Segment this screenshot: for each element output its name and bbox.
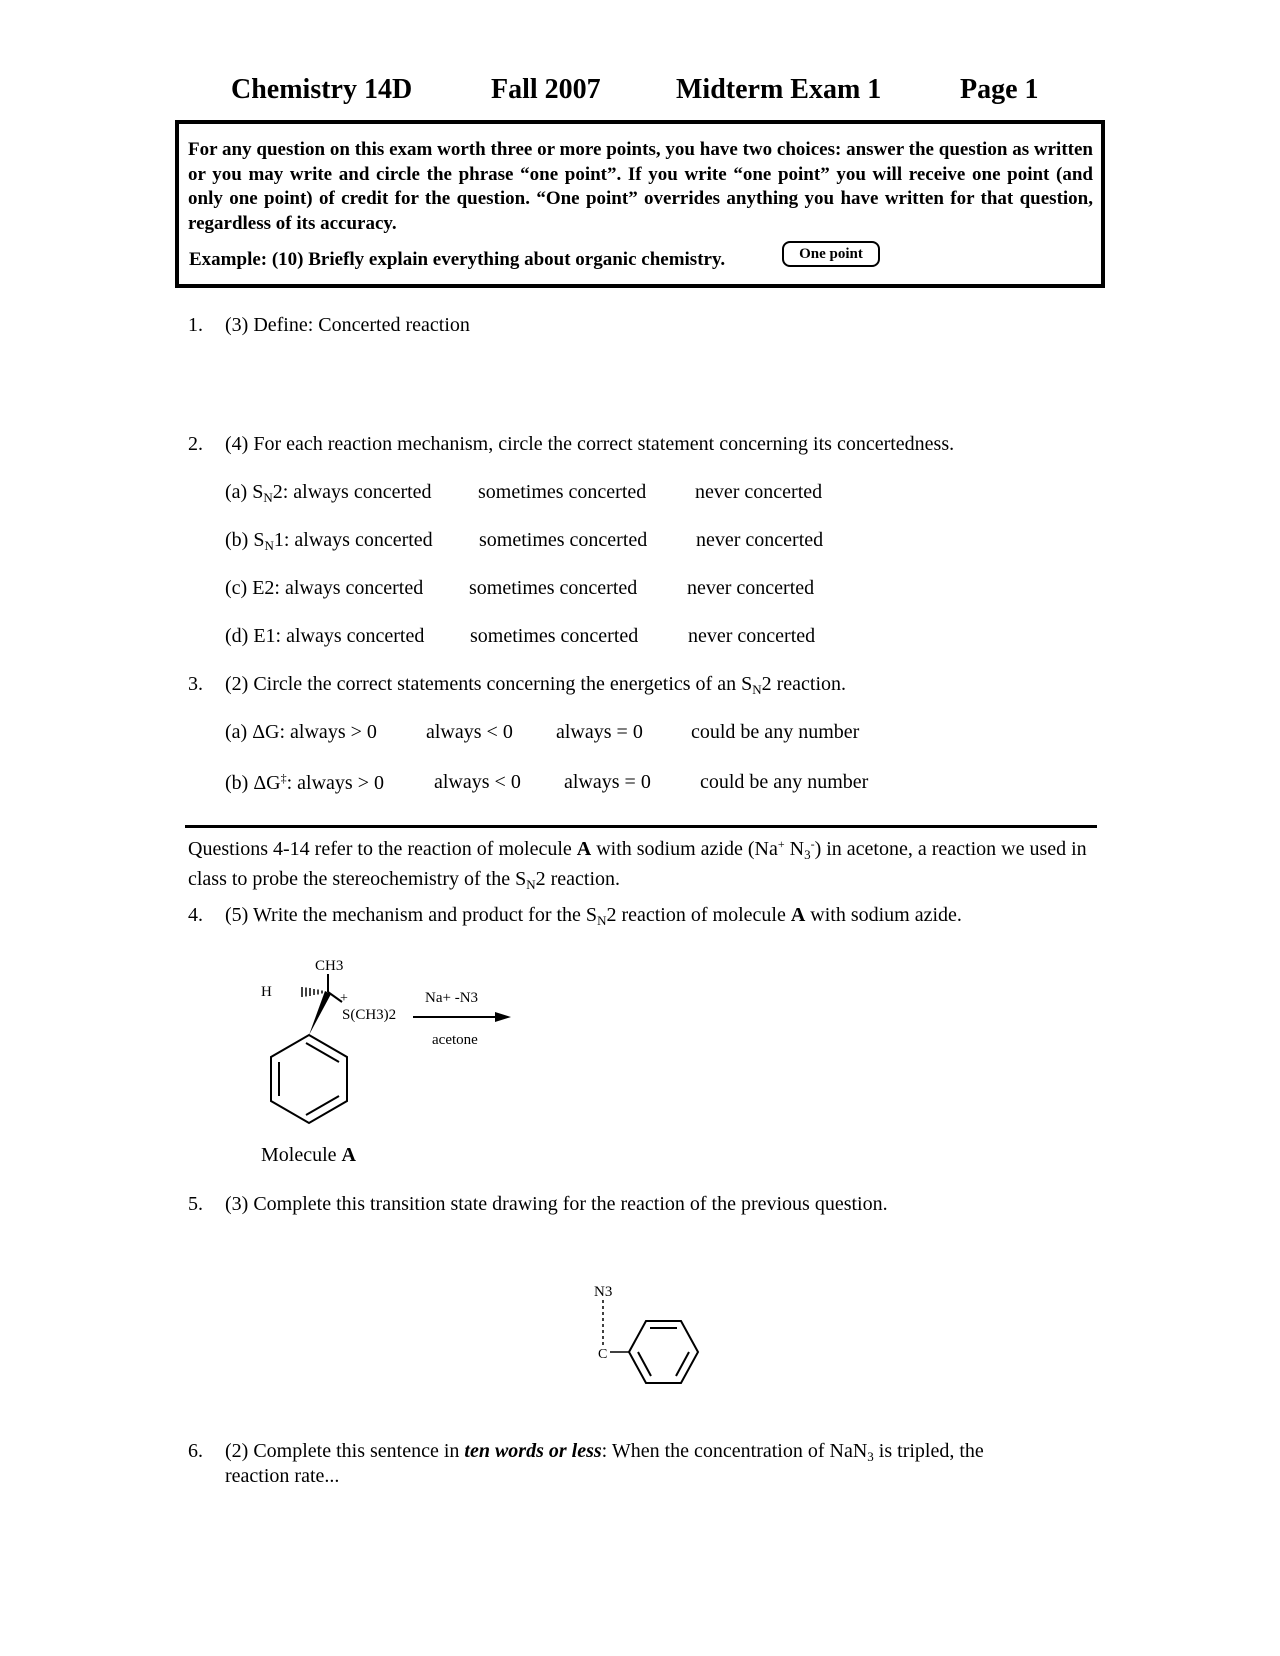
course-title: Chemistry 14D: [231, 74, 413, 105]
q2d-label: (d) E1: always concerted: [225, 625, 425, 647]
hydrogen-label: H: [261, 984, 272, 1000]
exam-name: Midterm Exam 1: [676, 74, 882, 105]
q4-number: 4.: [188, 904, 203, 926]
q6-text-continued: reaction rate...: [225, 1465, 340, 1487]
molecule-a-caption: Molecule A: [261, 1144, 356, 1166]
q1-number: 1.: [188, 314, 203, 336]
q2c-option-never[interactable]: never concerted: [687, 577, 815, 599]
reagent-label: Na+ -N3: [425, 990, 479, 1006]
wedge-bond: [309, 991, 331, 1035]
solvent-label: acetone: [432, 1032, 478, 1048]
nucleophile-label: N3: [594, 1284, 613, 1300]
q6-number: 6.: [188, 1440, 203, 1462]
q5-text: (3) Complete this transition state drawing for the reaction of the previous question.: [225, 1193, 888, 1215]
q2c-option-sometimes[interactable]: sometimes concerted: [469, 577, 638, 599]
exam-term: Fall 2007: [491, 74, 601, 105]
positive-charge: +: [340, 991, 348, 1006]
q5-number: 5.: [188, 1193, 203, 1215]
q2a-option-sometimes[interactable]: sometimes concerted: [478, 481, 647, 503]
q1-text: (3) Define: Concerted reaction: [225, 314, 470, 336]
q2-text: (4) For each reaction mechanism, circle the correct statement concerning its concertedness.: [225, 433, 955, 455]
q2c-label: (c) E2: always concerted: [225, 577, 424, 599]
q3b-option-zero[interactable]: always = 0: [564, 771, 651, 793]
q3b-option-negative[interactable]: always < 0: [434, 771, 521, 793]
q3a-label: (a) ΔG: always > 0: [225, 721, 377, 743]
section-intro: Questions 4-14 refer to the reaction of molecule A with sodium azide (Na+ $N_3^-$) in acetone, a reaction we used in class to probe the stereochemistry of the $S_N2$ reaction.: [188, 837, 1087, 892]
transition-state-drawing: [580, 1280, 760, 1410]
q2a-label: (a) $S_N2$: always concerted: [225, 481, 432, 505]
reaction-arrow-head: [495, 1012, 511, 1022]
methyl-label: CH3: [315, 958, 344, 974]
q2-number: 2.: [188, 433, 203, 455]
instructions-text: For any question on this exam worth three or more points, you have two choices: answer the question as written or you may write and circle the phrase “one point”. If you write “one point” you will receive one point (and only one point) of credit for the question. “One point” overrides anything you have written for that question, regardless of its accuracy.: [188, 139, 1093, 234]
reaction-scheme: [220, 958, 520, 1140]
q3-text: (2) Circle the correct statements concerning the energetics of an $S_N2$ reaction.: [225, 673, 846, 697]
q3a-option-negative[interactable]: always < 0: [426, 721, 513, 743]
q6-text: (2) Complete this sentence in ten words or less: When the concentration of NaN$_3$ is tripled, the: [225, 1440, 984, 1464]
benzene-ring: [271, 1035, 347, 1123]
carbon-label: C: [598, 1347, 608, 1362]
instructions-example: Example: (10) Briefly explain everything about organic chemistry.: [189, 249, 726, 270]
q2b-option-never[interactable]: never concerted: [696, 529, 824, 551]
section-divider: [185, 825, 1097, 828]
q3b-option-any[interactable]: could be any number: [700, 771, 869, 793]
q3b-label: (b) ΔG‡: always > 0: [225, 771, 384, 794]
one-point-badge: One point: [782, 241, 880, 267]
q2b-option-sometimes[interactable]: sometimes concerted: [479, 529, 648, 551]
hashed-bond: [302, 987, 322, 997]
benzene-ring: [629, 1321, 698, 1383]
q3a-option-any[interactable]: could be any number: [691, 721, 860, 743]
q2a-option-never[interactable]: never concerted: [695, 481, 823, 503]
q2d-option-sometimes[interactable]: sometimes concerted: [470, 625, 639, 647]
q3a-option-zero[interactable]: always = 0: [556, 721, 643, 743]
leaving-group-label: S(CH3)2: [342, 1007, 397, 1023]
page-number: Page 1: [960, 74, 1039, 105]
q3-number: 3.: [188, 673, 203, 695]
q2b-label: (b) $S_N1$: always concerted: [225, 529, 433, 553]
q4-text: (5) Write the mechanism and product for the $S_N2$ reaction of molecule A with sodium azide.: [225, 904, 962, 928]
q2d-option-never[interactable]: never concerted: [688, 625, 816, 647]
